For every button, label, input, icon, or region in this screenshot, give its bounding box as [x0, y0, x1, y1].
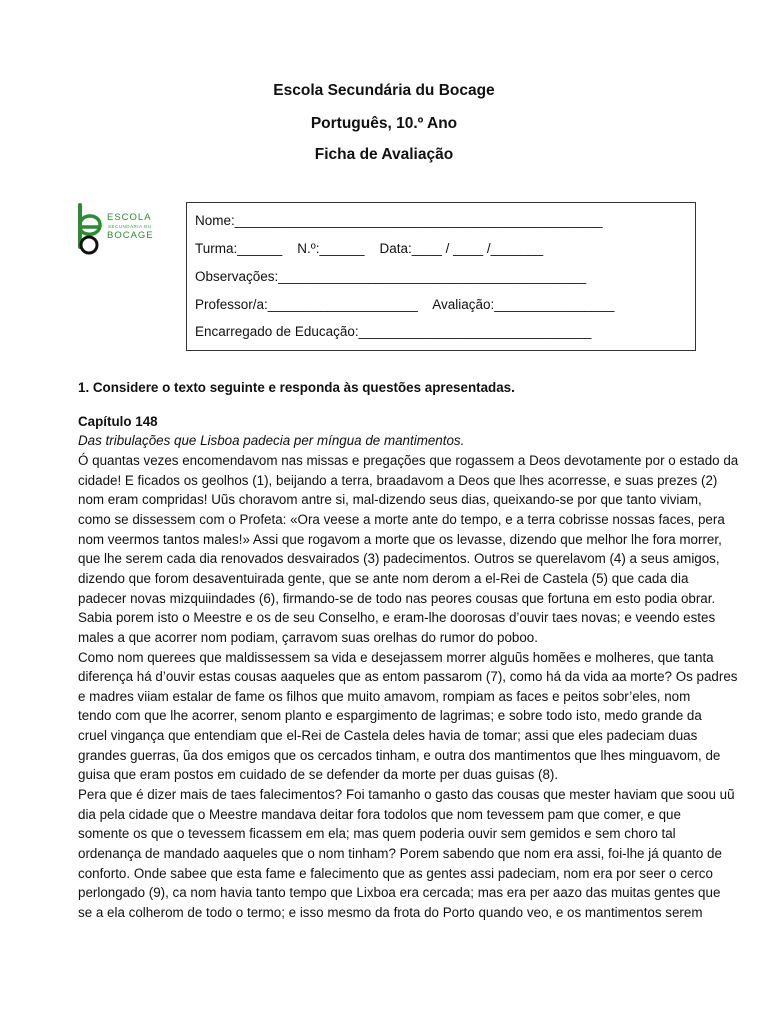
logo-e-icon: [74, 203, 106, 255]
text-line: tendo com que lhe acorrer, senom planto e espargimento de lagrimas; e sobre todo isto, medo grande da: [78, 708, 702, 724]
logo-line-2: SECUNDÁRIA DU: [108, 223, 152, 229]
guardian-field[interactable]: Encarregado de Educação:_______________________________: [195, 324, 592, 339]
text-line: conforto. Onde sabee que esta fame e falecimento que as gentes assi padeciam, nom era por seer o cerco: [78, 865, 713, 881]
text-line: se a ela colherom de todo o termo; e isso mesmo da frota do Porto quando veo, e os mantimentos serem: [78, 904, 703, 920]
text-line: padecer novas mizquiindades (6), firmando-se de todo nas peores cousas que fortuna em esto podia obrar.: [78, 590, 716, 606]
text-line: cidade! E ficados os geolhos (1), beijando a terra, braadavom a Deos que lhes acorresse, e suas prezes (2): [78, 472, 718, 488]
chapter-subtitle: Das tribulações que Lisboa padecia per míngua de mantimentos.: [78, 433, 465, 448]
teacher-grade-field[interactable]: Professor/a:____________________ Avaliação:________________: [195, 297, 615, 312]
text-line: grandes guerras, ũa dos emigos que os cercados tinham, e outra dos mantimentos que lhes minguavom, de: [78, 747, 721, 763]
logo-line-1: ESCOLA: [107, 212, 152, 223]
text-line: dizendo que forom desaventuirada gente, que se ante nom derom a el-Rei de Castela (5) que cada dia: [78, 570, 689, 586]
text-line: dia pela cidade que o Meestre mandava deitar fora todolos que nom tevessem pam que comer, e que: [78, 806, 681, 822]
text-line: perlongado (9), ca nom havia tanto tempo que Lixboa era cercada; mas era per aazo das muitas gentes que: [78, 885, 721, 901]
text-line: Sabia porem isto o Meestre e os de seu Conselho, e eram-lhe doorosas d’ouvir taes novas; e veendo estes: [78, 610, 716, 626]
text-line: somente os que o tevessem ficassem em ela; mas quem poderia ouvir sem gemidos e sem choro tal: [78, 826, 676, 842]
school-title: Escola Secundária du Bocage: [273, 82, 495, 99]
text-line: como se dissessem com o Profeta: «Ora veese a morte ante do tempo, e a terra cobrisse nossas faces, pera: [78, 511, 725, 527]
text-line: guisa que eram postos em cuidado de se defender da morte per duas guisas (8).: [78, 767, 559, 783]
document-type-title: Ficha de Avaliação: [314, 146, 454, 163]
text-line: males a que acorrer nom podiam, çarravom suas orelhas do rumor do poboo.: [78, 629, 538, 645]
chapter-title: Capítulo 148: [78, 414, 158, 429]
text-line: diferença há d’ouvir estas cousas aaqueles que as entom passarom (7), como há da vida aa morte? Os padres: [78, 669, 738, 685]
class-number-date-field[interactable]: Turma:______ N.º:______ Data:____ / ____ /_______: [195, 241, 544, 256]
text-line: que lhe serem cada dia renovados desvairados (3) padecimentos. Outros se querelavom (4) a seus amigos,: [78, 551, 720, 567]
observations-field[interactable]: Observações:_________________________________________: [195, 269, 587, 284]
text-line: Pera que é dizer mais de taes falecimentos? Foi tamanho o gasto das cousas que mester haviam que soou uũ: [78, 787, 735, 803]
student-info-box: [186, 202, 696, 351]
name-field[interactable]: Nome:_________________________________________________: [195, 213, 603, 228]
text-line: Como nom querees que maldissessem sa vida e desejassem morrer alguũs homẽes e molheres, que tanta: [78, 649, 714, 665]
text-line: ordenança de mandado aaqueles que o nom tinham? Porem sabendo que nom era assi, foi-lhe já quanto de: [78, 846, 722, 861]
school-logo: [74, 203, 164, 255]
logo-line-3: BOCAGE: [107, 230, 154, 241]
text-line: Ó quantas vezes encomendavom nas missas e pregações que rogassem a Deos devotamente por o estado da: [78, 453, 739, 468]
text-line: e madres viiam estalar de fame os filhos que muito amavom, rompiam as faces e peitos sobr’eles, nom: [78, 688, 691, 704]
text-line: cruel vingança que entendiam que el-Rei de Castela deles havia de tomar; assi que eles padeciam duas: [78, 728, 698, 744]
text-line: nom eram compridas! Uũs choravom antre si, mal-dizendo seus dias, queixando-se por que tanto viviam,: [78, 492, 702, 508]
question-prompt: 1. Considere o texto seguinte e responda às questões apresentadas.: [78, 380, 515, 395]
subject-title: Português, 10.º Ano: [310, 115, 458, 132]
text-line: nom veermos tantos males!» Assi que rogavom a morte que os levasse, dizendo que melhor lhe fora morrer,: [78, 531, 722, 547]
